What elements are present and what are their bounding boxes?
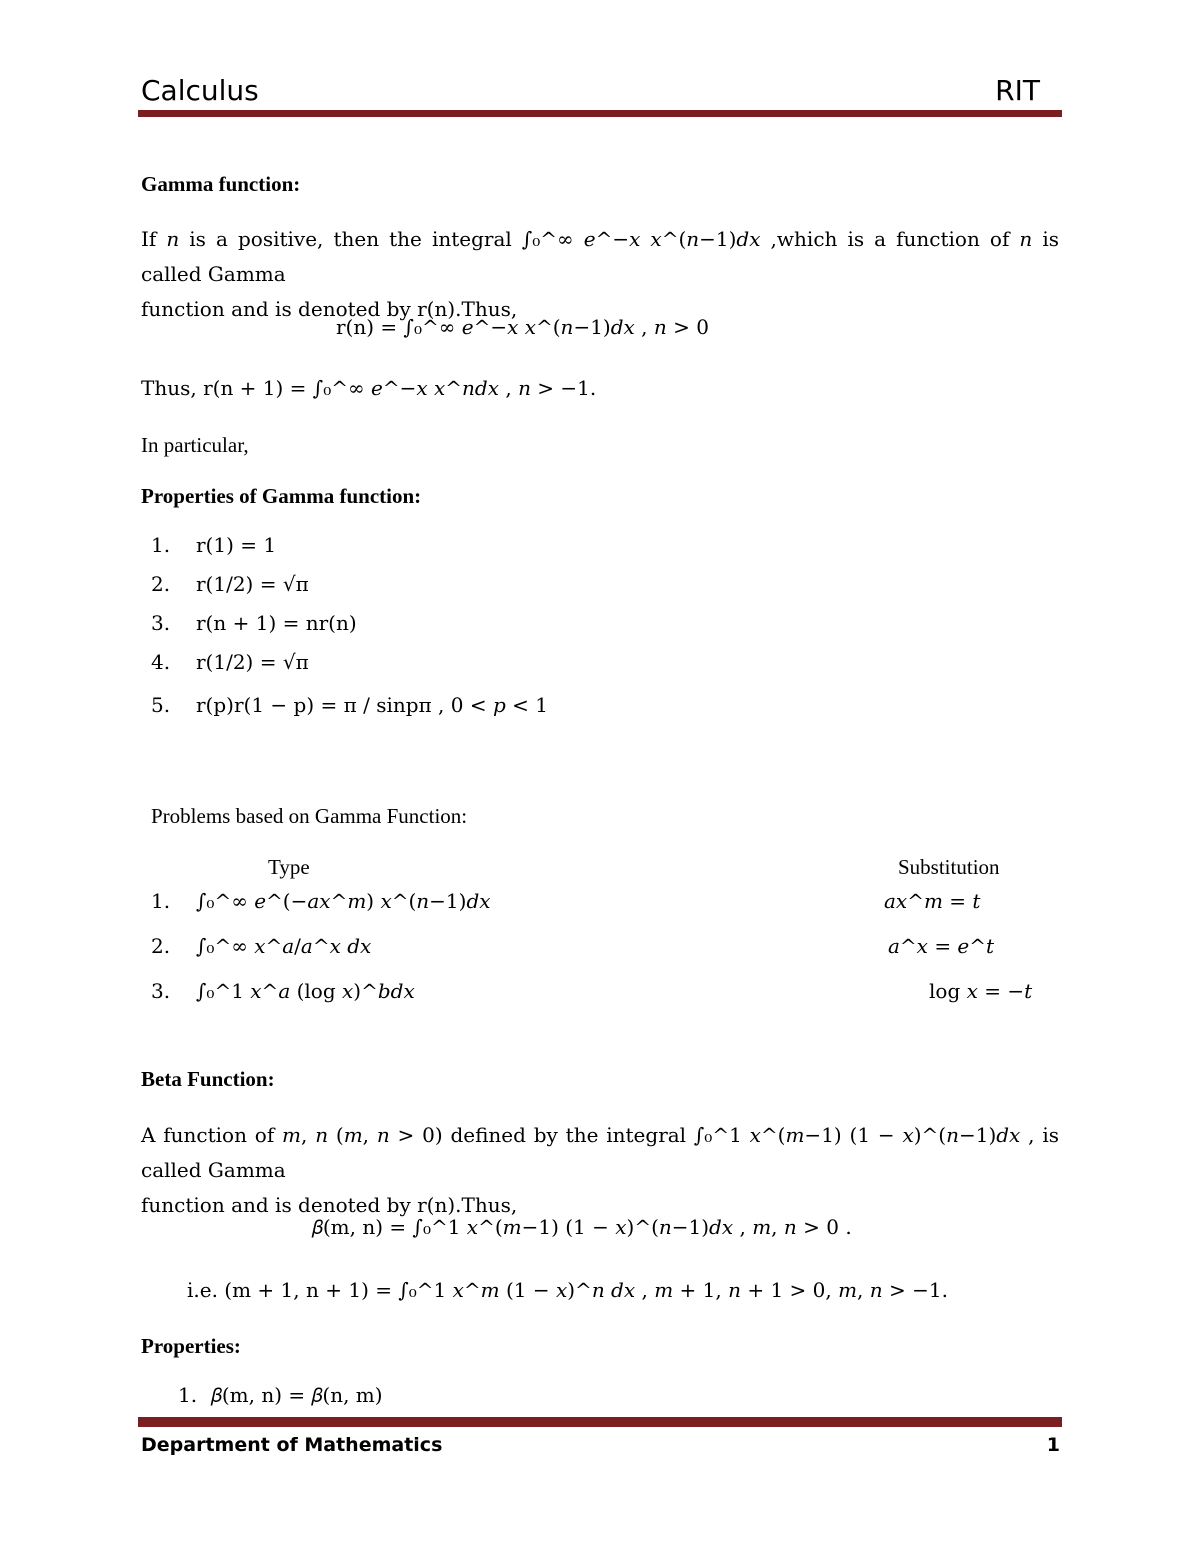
list-number: 4. [151, 650, 171, 674]
gamma-property-item [151, 693, 548, 717]
beta-shifted-formula: i.e. (m + 1, n + 1) = ∫₀^1 𝑥^𝑚 (1 − 𝑥)^𝑛 𝑑𝑥 , 𝑚 + 1, 𝑛 + 1 > 0, 𝑚, 𝑛 > −1. [187, 1278, 948, 1302]
problem-type: ∫₀^∞ 𝑒^(−𝑎𝑥^𝑚) 𝑥^(𝑛−1)𝑑𝑥 [196, 889, 491, 913]
list-number: 3. [151, 979, 171, 1003]
problem-row [151, 934, 371, 958]
page-number: 1 [1046, 1434, 1060, 1456]
problem-type: ∫₀^1 𝑥^𝑎 (log 𝑥)^𝑏𝑑𝑥 [196, 979, 415, 1003]
problems-col-type: Type [268, 855, 310, 879]
list-number: 2. [151, 572, 171, 596]
gamma-definition-line2: function and is denoted by r(n).Thus, [141, 297, 518, 321]
property-text: r(n + 1) = nr(n) [196, 611, 357, 635]
problem-type: ∫₀^∞ 𝑥^𝑎/𝑎^𝑥 𝑑𝑥 [196, 934, 372, 958]
gamma-properties-heading: Properties of Gamma function: [141, 484, 422, 508]
problem-row [151, 979, 415, 1003]
beta-property-item [178, 1383, 383, 1407]
gamma-definition-line1: If 𝑛 is a positive, then the integral ∫₀^∞ 𝑒^−𝑥 𝑥^(𝑛−1)𝑑𝑥 ,which is a function of 𝑛 is called Gamma [141, 227, 1059, 286]
footer-department: Department of Mathematics [141, 1434, 443, 1456]
list-number: 2. [151, 934, 171, 958]
gamma-definition [141, 222, 1059, 327]
footer-rule [138, 1417, 1062, 1427]
property-text: 𝛽(m, n) = 𝛽(n, m) [211, 1383, 383, 1407]
header-institution: RIT [995, 74, 1040, 107]
header-rule [138, 110, 1062, 117]
list-number: 1. [151, 533, 171, 557]
property-text: r(1) = 1 [196, 533, 277, 557]
list-number: 5. [151, 693, 171, 717]
property-text: r(p)r(1 − p) = π / sinpπ , 0 < 𝑝 < 1 [196, 693, 548, 717]
problem-substitution: 𝑎^𝑥 = 𝑒^𝑡 [888, 934, 995, 958]
gamma-recurrence-formula: Thus, r(n + 1) = ∫₀^∞ 𝑒^−𝑥 𝑥^𝑛𝑑𝑥 , 𝑛 > −1. [141, 376, 597, 400]
beta-definition-line1: A function of 𝑚, 𝑛 (𝑚, 𝑛 > 0) defined by the integral ∫₀^1 𝑥^(𝑚−1) (1 − 𝑥)^(𝑛−1)𝑑𝑥 , is called Gamma [141, 1123, 1059, 1182]
problem-substitution: 𝑎𝑥^𝑚 = 𝑡 [884, 889, 981, 913]
list-number: 3. [151, 611, 171, 635]
problem-substitution: log 𝑥 = −𝑡 [929, 979, 1033, 1003]
beta-formula: 𝛽(m, n) = ∫₀^1 𝑥^(𝑚−1) (1 − 𝑥)^(𝑛−1)𝑑𝑥 , 𝑚, 𝑛 > 0 . [312, 1215, 852, 1239]
gamma-property-item [151, 611, 357, 635]
gamma-property-item [151, 533, 276, 557]
gamma-formula: r(n) = ∫₀^∞ 𝑒^−𝑥 𝑥^(𝑛−1)𝑑𝑥 , 𝑛 > 0 [336, 315, 709, 339]
gamma-heading: Gamma function: [141, 172, 301, 196]
gamma-property-item [151, 572, 309, 596]
beta-properties-heading: Properties: [141, 1334, 241, 1358]
in-particular-text: In particular, [141, 433, 249, 457]
beta-definition-line2: function and is denoted by r(n).Thus, [141, 1193, 518, 1217]
problems-col-substitution: Substitution [898, 855, 1000, 879]
problems-heading: Problems based on Gamma Function: [151, 804, 468, 828]
gamma-property-item [151, 650, 309, 674]
list-number: 1. [151, 889, 171, 913]
property-text: r(1/2) = √π [196, 572, 309, 596]
list-number: 1. [178, 1383, 198, 1407]
beta-heading: Beta Function: [141, 1067, 275, 1091]
property-text: r(1/2) = √π [196, 650, 309, 674]
problem-row [151, 889, 491, 913]
beta-definition [141, 1118, 1059, 1223]
header-title: Calculus [141, 74, 259, 107]
